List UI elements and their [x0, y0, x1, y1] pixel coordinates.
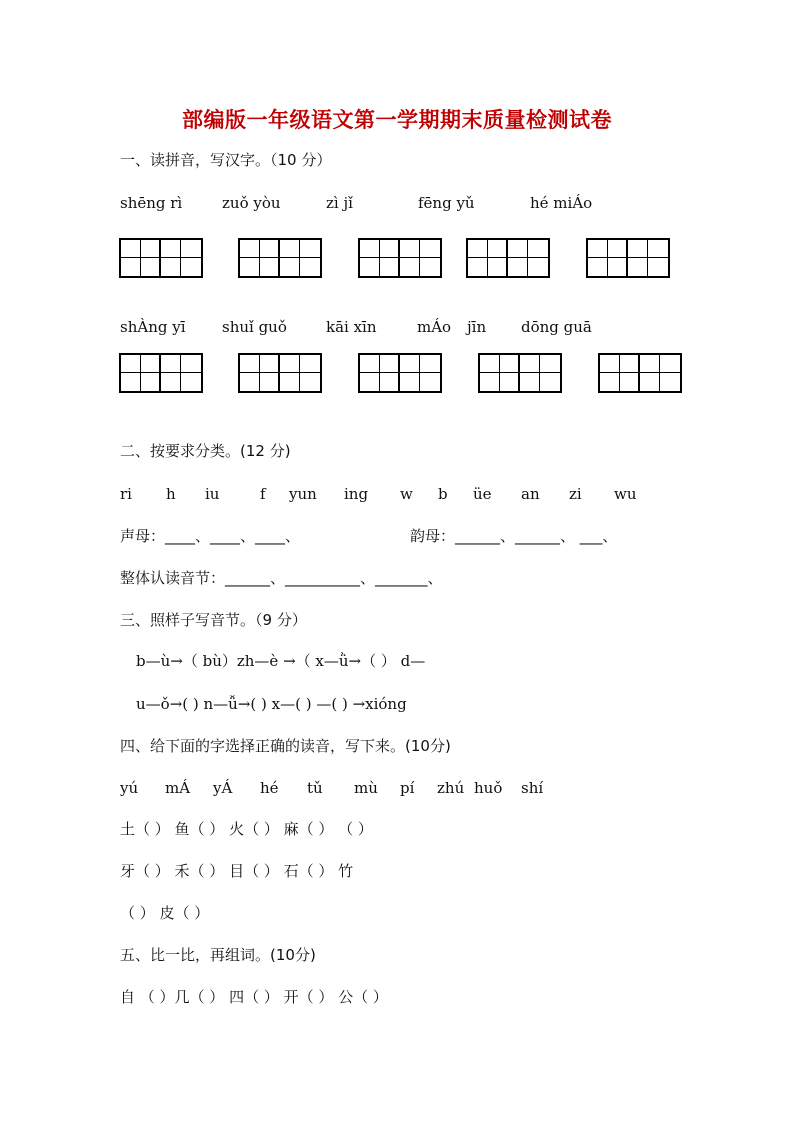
page-title: 部编版一年级语文第一学期期末质量检测试卷: [182, 108, 612, 132]
pinyin-r1-2: zuǒ yòu: [222, 194, 281, 212]
pinyin-r1-1: shēng rì: [120, 194, 183, 212]
letter-item: w: [400, 485, 413, 503]
char-line-3: （ ） 皮（ ）: [120, 904, 210, 922]
char-line-1: 土（ ） 鱼（ ） 火（ ） 麻（ ） （ ）: [120, 820, 373, 838]
section2-heading: 二、按要求分类。(12 分): [120, 442, 291, 460]
zhengti-line: 整体认读音节：______、__________、_______、: [120, 569, 443, 587]
section5-heading: 五、比一比，再组词。(10分): [120, 946, 316, 964]
pinyin-r2-5: jīn: [467, 318, 487, 336]
letter-item: f: [260, 485, 266, 503]
pinyin-option: pí: [400, 779, 415, 797]
pinyin-option: huǒ: [474, 779, 503, 797]
syllable-line-2: u—ǒ→( ) n—ǚ→( ) x—( ) —( ) →xióng: [136, 695, 407, 713]
letter-item: ing: [344, 485, 369, 503]
letter-item: h: [166, 485, 176, 503]
pinyin-option: mÁ: [165, 779, 191, 797]
pinyin-r2-2: shuǐ guǒ: [222, 318, 287, 336]
pinyin-option: tǔ: [307, 779, 323, 797]
pinyin-r2-1: shÀng yī: [120, 318, 186, 336]
pinyin-r1-3: zì jǐ: [326, 194, 353, 212]
pinyin-option: hé: [260, 779, 279, 797]
shengmu-line: 声母：____、____、____、: [120, 527, 301, 545]
pinyin-r2-3: kāi xīn: [326, 318, 377, 336]
letter-item: an: [521, 485, 540, 503]
pinyin-option: yÁ: [213, 779, 233, 797]
pinyin-r2-6: dōng guā: [521, 318, 592, 336]
pinyin-option: mù: [354, 779, 378, 797]
compare-line-1: 自 （ ）几（ ） 四（ ） 开（ ） 公（ ）: [120, 988, 388, 1006]
writing-grid[interactable]: [119, 353, 203, 393]
char-line-2: 牙（ ） 禾（ ） 目（ ） 石（ ） 竹: [120, 862, 354, 880]
section3-heading: 三、照样子写音节。（9 分）: [120, 611, 307, 629]
writing-grid[interactable]: [598, 353, 682, 393]
writing-grid[interactable]: [358, 238, 442, 278]
letter-item: ri: [120, 485, 132, 503]
section4-heading: 四、给下面的字选择正确的读音，写下来。(10分): [120, 737, 451, 755]
pinyin-option: yú: [120, 779, 139, 797]
letter-item: iu: [205, 485, 220, 503]
writing-grid[interactable]: [466, 238, 550, 278]
letter-item: wu: [614, 485, 637, 503]
writing-grid[interactable]: [238, 238, 322, 278]
writing-grid[interactable]: [238, 353, 322, 393]
letter-item: üe: [473, 485, 492, 503]
writing-grid[interactable]: [358, 353, 442, 393]
pinyin-r2-4: mÁo: [417, 318, 452, 336]
syllable-line-1: b—ù→（ bù）zh—è →（ x—ǜ→（ ） d—: [136, 652, 426, 670]
pinyin-r1-4: fēng yǔ: [418, 194, 475, 212]
pinyin-r1-5: hé miÁo: [530, 194, 593, 212]
pinyin-option: shí: [521, 779, 544, 797]
writing-grid[interactable]: [119, 238, 203, 278]
letter-item: b: [438, 485, 448, 503]
writing-grid[interactable]: [586, 238, 670, 278]
section1-heading: 一、读拼音，写汉字。（10 分）: [120, 151, 332, 169]
pinyin-option: zhú: [437, 779, 465, 797]
yunmu-line: 韵母：______、______、 ___、: [410, 527, 618, 545]
writing-grid[interactable]: [478, 353, 562, 393]
letter-item: zi: [569, 485, 582, 503]
letter-item: yun: [289, 485, 317, 503]
